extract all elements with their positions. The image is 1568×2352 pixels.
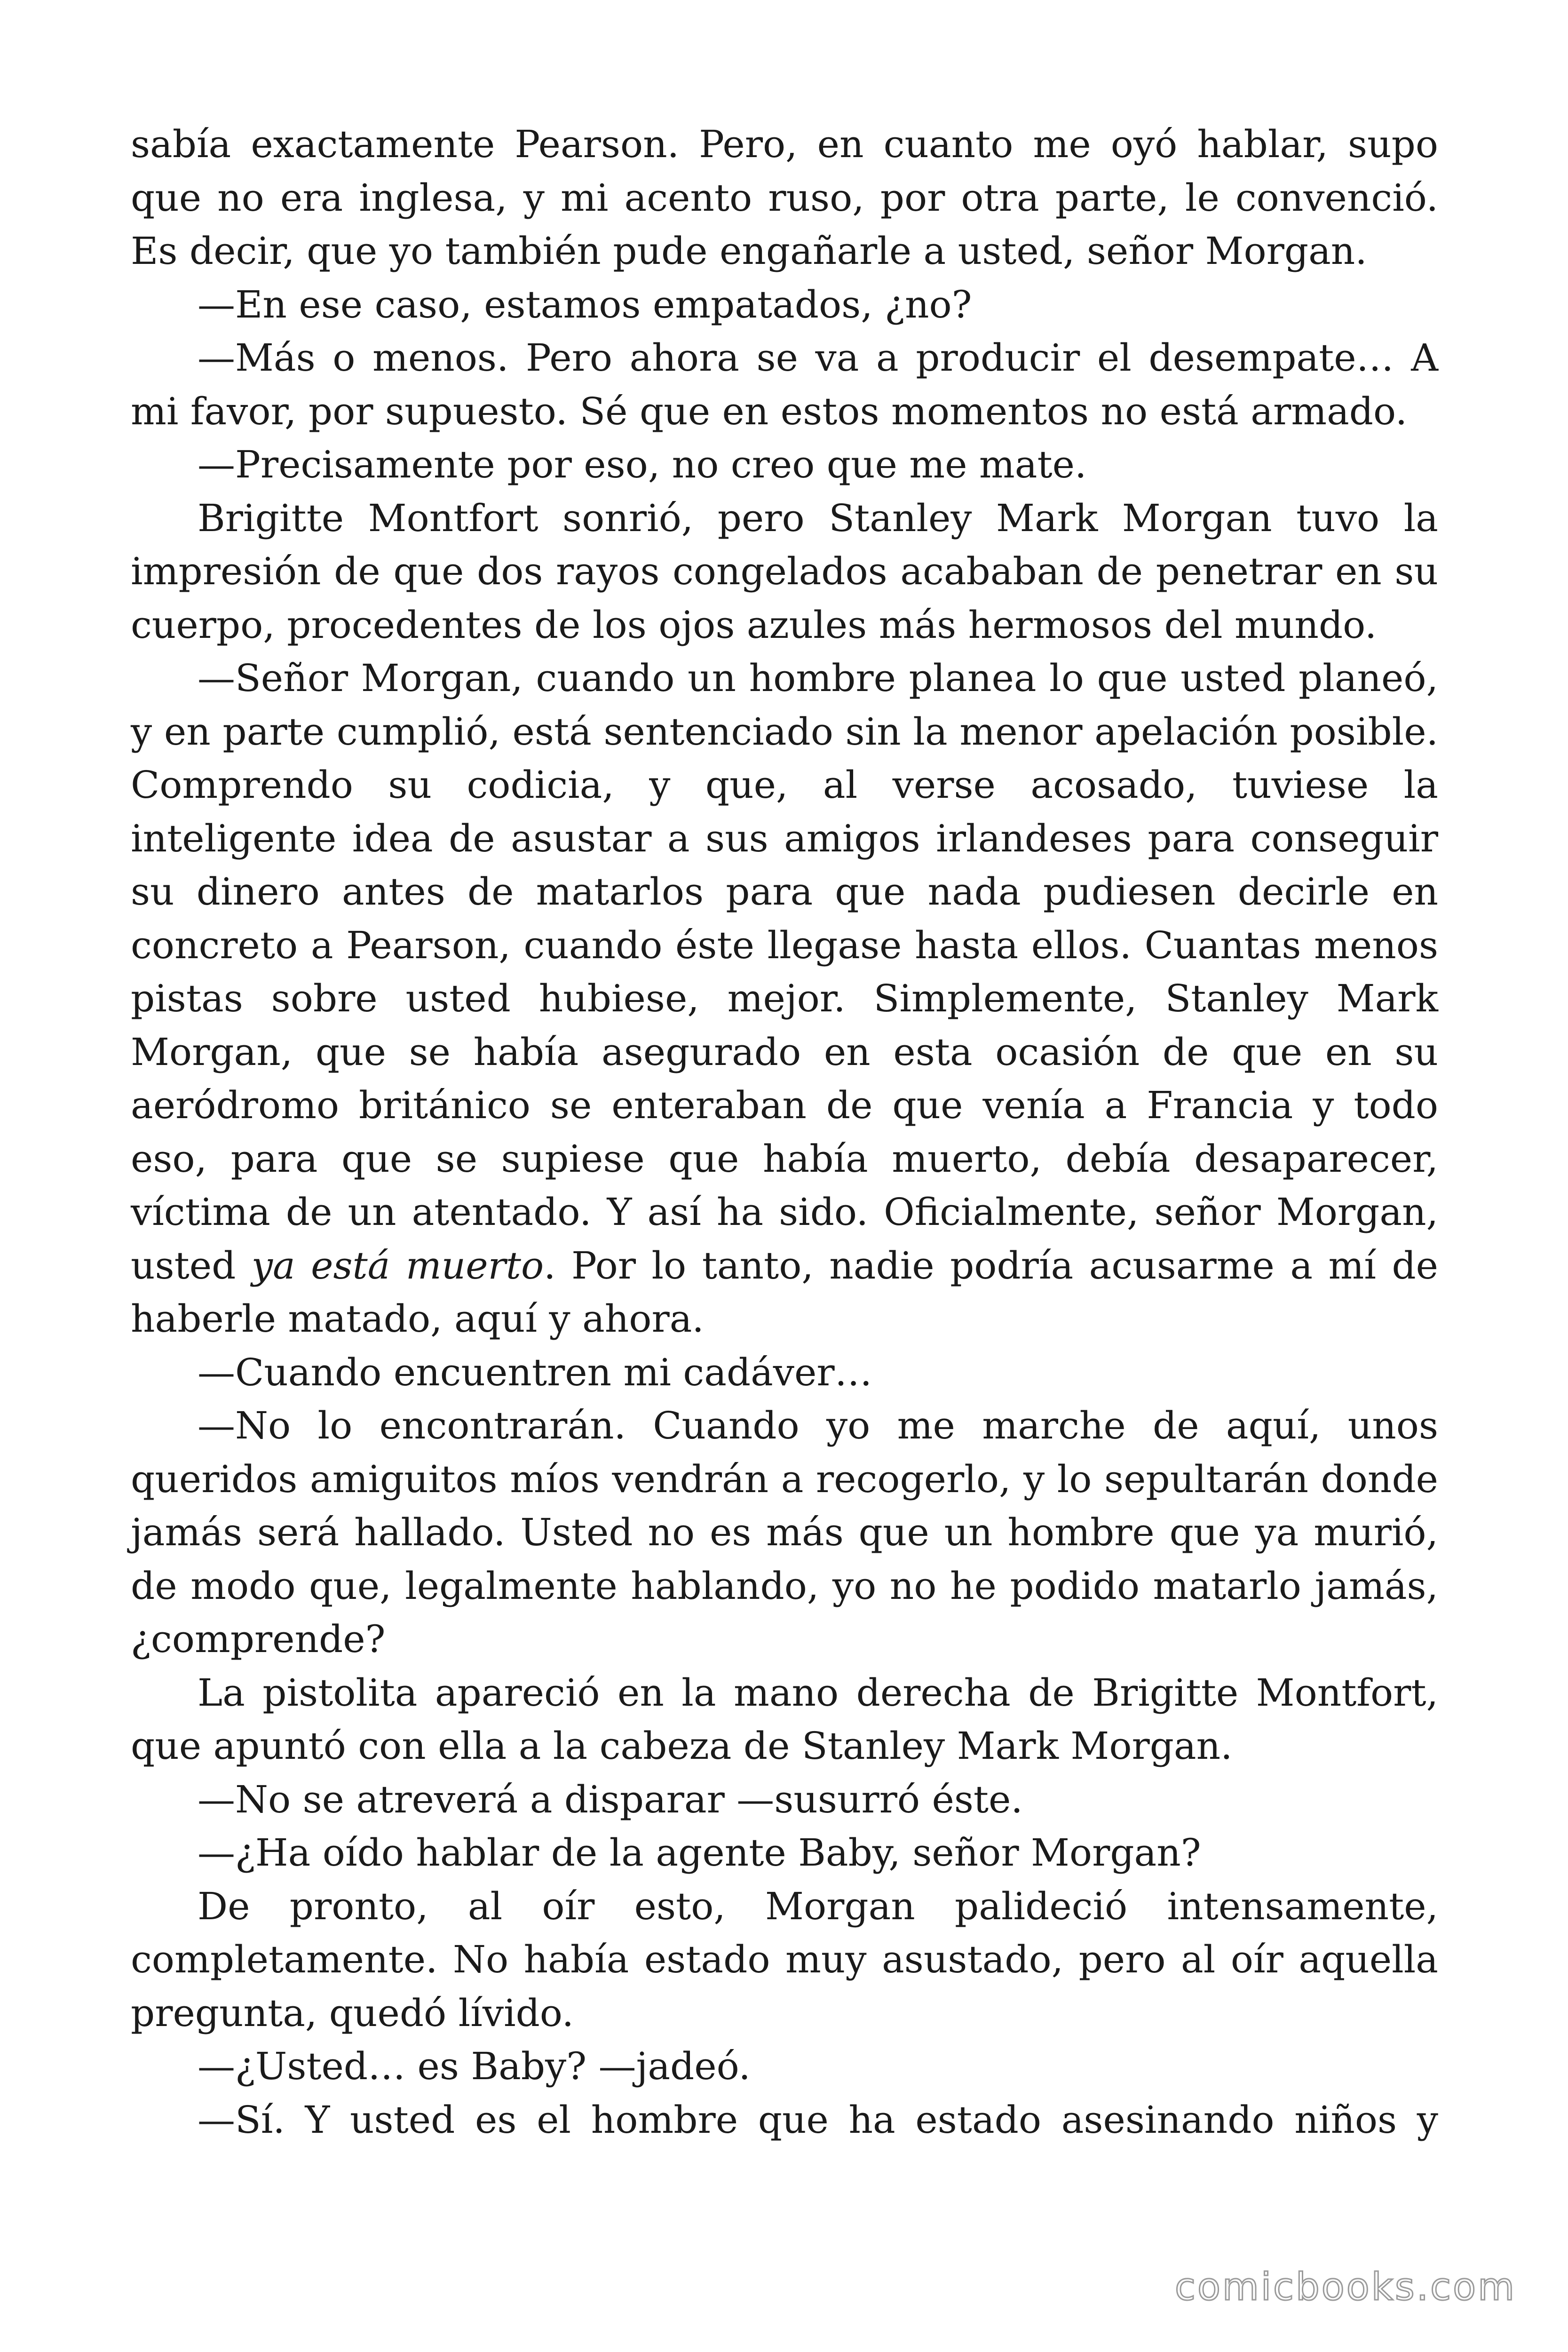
paragraph: Brigitte Montfort sonrió, pero Stanley Mark Morgan tuvo la impresión de que dos rayos congelados acababan de penetrar en su cuerpo, procedentes de los ojos azules más hermosos del mundo. [131, 496, 1438, 647]
watermark: comicbooks.com [1174, 2265, 1516, 2309]
paragraph: De pronto, al oír esto, Morgan palideció intensamente, completamente. No había estado muy asustado, pero al oír aquella pregunta, quedó lívido. [131, 1884, 1438, 2035]
paragraph-text: . Por lo tanto, nadie podría acusarme a mí de haberle matado, aquí y ahora. [131, 1243, 1438, 1341]
paragraph: —Precisamente por eso, no creo que me mate. [198, 443, 1087, 486]
paragraph: —En ese caso, estamos empatados, ¿no? [198, 282, 972, 326]
paragraph: —Sí. Y usted es el hombre que ha estado asesinando niños y [198, 2098, 1438, 2142]
paragraph-text: —Señor Morgan, cuando un hombre planea lo que usted planeó, y en parte cumplió, está sentenciado sin la menor apelación posible. Comprendo su codicia, y que, al verse acosado, tuviese la inteligente idea de asustar a sus amigos irlandeses para conseguir su dinero antes de matarlos para que nada pudiesen decirle en concreto a Pearson, cuando éste llegase hasta ellos. Cuantas menos pistas sobre usted hubiese, mejor. Simplemente, Stanley Mark Morgan, que se había asegurado en esta ocasión de que en su aeródromo británico se enteraban de que venía a Francia y todo eso, para que se supiese que había muerto, debía desaparecer, víctima de un atentado. Y así ha sido. Oficialmente, señor Morgan, usted [131, 656, 1438, 1287]
paragraph: —No se atreverá a disparar —susurró éste. [198, 1777, 1023, 1821]
paragraph: —Más o menos. Pero ahora se va a producir el desempate… A mi favor, por supuesto. Sé que en estos momentos no está armado. [131, 336, 1438, 433]
paragraph [131, 652, 1438, 1346]
italic-emphasis: ya está muerto [251, 1243, 544, 1287]
paragraph: —No lo encontrarán. Cuando yo me marche de aquí, unos queridos amiguitos míos vendrán a recogerlo, y lo sepultarán donde jamás será hallado. Usted no es más que un hombre que ya murió, de modo que, legalmente hablando, yo no he podido matarlo jamás, ¿comprende? [131, 1404, 1438, 1661]
paragraph: La pistolita apareció en la mano derecha de Brigitte Montfort, que apuntó con ella a la cabeza de Stanley Mark Morgan. [131, 1670, 1438, 1768]
paragraph: —¿Usted… es Baby? —jadeó. [198, 2044, 751, 2088]
paragraph: sabía exactamente Pearson. Pero, en cuanto me oyó hablar, supo que no era inglesa, y mi acento ruso, por otra parte, le convenció. Es decir, que yo también pude engañarle a usted, señor Morgan. [131, 122, 1438, 273]
book-page-text [131, 118, 1438, 2146]
paragraph: —¿Ha oído hablar de la agente Baby, señor Morgan? [198, 1831, 1201, 1875]
paragraph: —Cuando encuentren mi cadáver… [198, 1350, 872, 1394]
